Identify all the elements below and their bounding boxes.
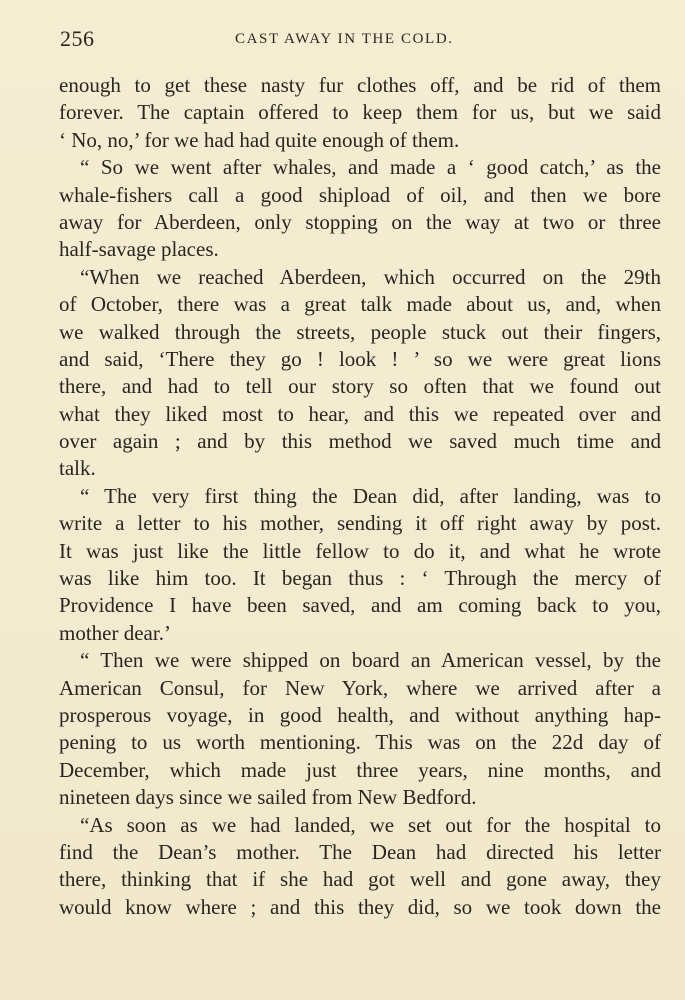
- text-line: “ So we went after whales, and made a ‘ good catch,’ as the: [80, 155, 661, 180]
- text-line: there, thinking that if she had got well and gone away, they: [59, 867, 661, 892]
- page-number: 256: [60, 26, 95, 51]
- text-line: prosperous voyage, in good health, and without anything hap-: [59, 702, 661, 727]
- text-line: “When we reached Aberdeen, which occurred on the 29th: [80, 264, 661, 289]
- page-header: [60, 26, 660, 56]
- running-head: CAST AWAY IN THE COLD.: [235, 31, 454, 47]
- text-line: was like him too. It began thus : ‘ Through the mercy of: [59, 566, 661, 591]
- text-line: find the Dean’s mother. The Dean had directed his letter: [59, 839, 661, 864]
- paragraph: [59, 72, 661, 154]
- text-line: “ The very first thing the Dean did, after landing, was to: [80, 483, 661, 508]
- text-line: ‘ No, no,’ for we had had quite enough of them.: [59, 127, 460, 152]
- text-line: December, which made just three years, nine months, and: [59, 757, 661, 782]
- text-line: talk.: [59, 456, 96, 481]
- text-line: mother dear.’: [59, 620, 171, 645]
- body-text: [59, 72, 661, 921]
- paragraph: [59, 264, 661, 483]
- text-line: what they liked most to hear, and this we repeated over and: [59, 401, 661, 426]
- text-line: “ Then we were shipped on board an American vessel, by the: [80, 648, 661, 673]
- text-line: whale-fishers call a good shipload of oil, and then we bore: [59, 182, 661, 207]
- text-line: half-savage places.: [59, 237, 219, 262]
- text-line: we walked through the streets, people stuck out their fingers,: [59, 319, 661, 344]
- paragraph: [59, 647, 661, 811]
- text-line: forever. The captain offered to keep them for us, but we said: [59, 100, 661, 125]
- paragraph: [59, 154, 661, 264]
- text-line: nineteen days since we sailed from New Bedford.: [59, 785, 477, 810]
- text-line: of October, there was a great talk made about us, and, when: [59, 292, 661, 317]
- text-line: over again ; and by this method we saved much time and: [59, 429, 661, 454]
- text-line: “As soon as we had landed, we set out for the hospital to: [80, 812, 661, 837]
- text-line: write a letter to his mother, sending it off right away by post.: [59, 511, 661, 536]
- paragraph: [59, 483, 661, 647]
- text-line: and said, ‘There they go ! look ! ’ so we were great lions: [59, 346, 661, 371]
- paragraph: [59, 812, 661, 922]
- text-line: away for Aberdeen, only stopping on the way at two or three: [59, 209, 661, 234]
- text-line: Providence I have been saved, and am coming back to you,: [59, 593, 661, 618]
- text-line: It was just like the little fellow to do it, and what he wrote: [59, 538, 661, 563]
- text-line: there, and had to tell our story so often that we found out: [59, 374, 661, 399]
- text-line: pening to us worth mentioning. This was on the 22d day of: [59, 730, 661, 755]
- text-line: enough to get these nasty fur clothes off, and be rid of them: [59, 73, 661, 97]
- text-line: would know where ; and this they did, so we took down the: [59, 894, 661, 919]
- text-line: American Consul, for New York, where we arrived after a: [59, 675, 661, 700]
